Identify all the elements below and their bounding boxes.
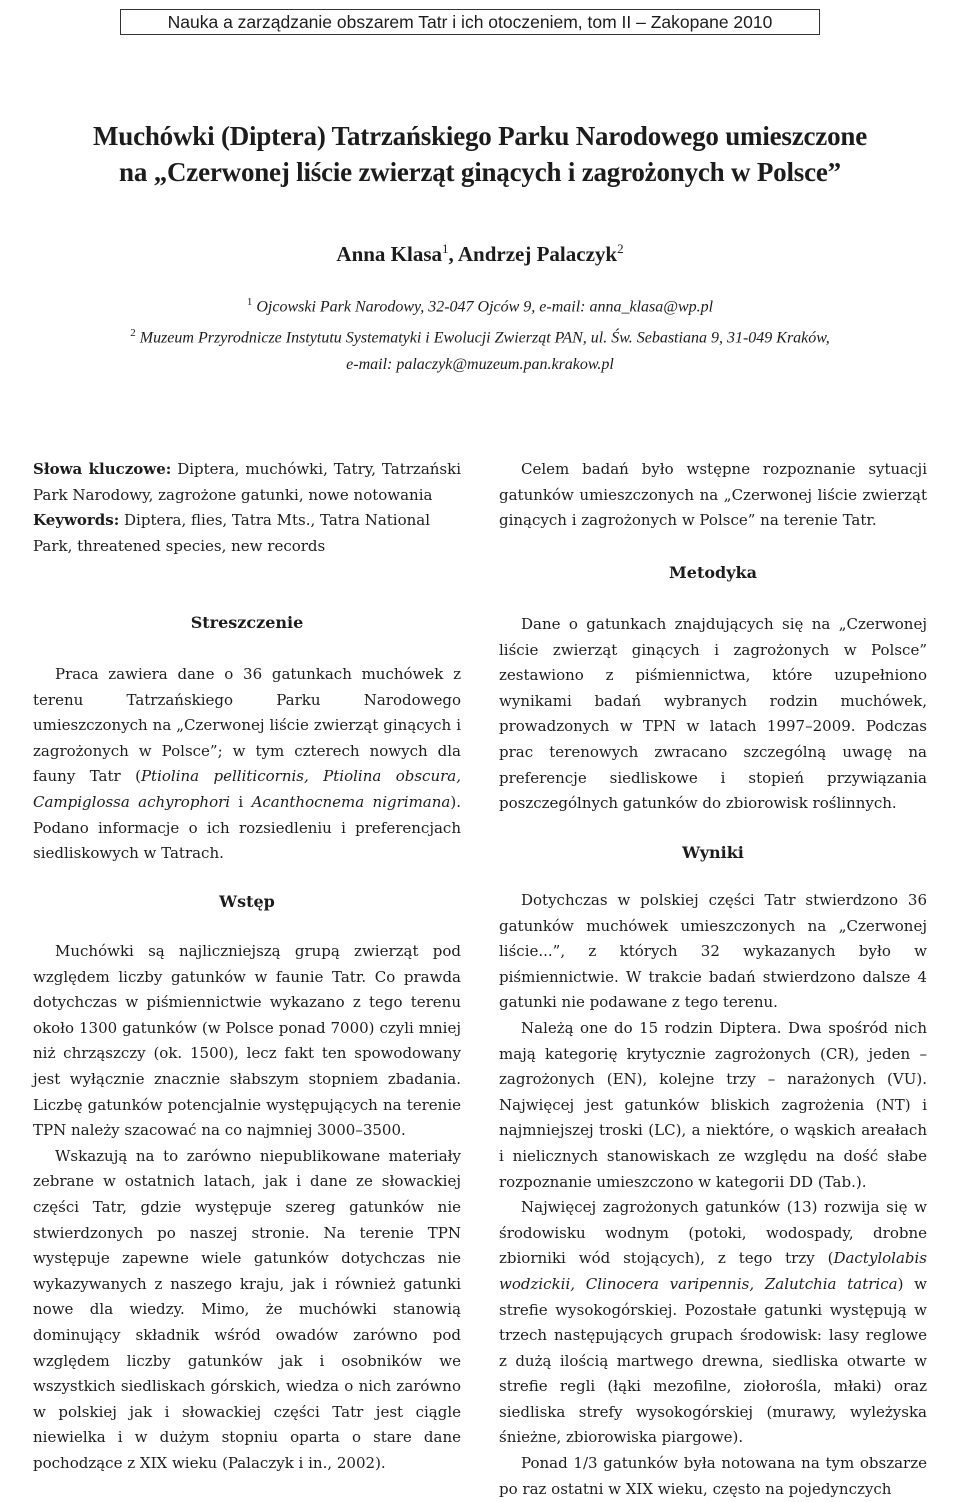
methods-body: [499, 612, 927, 817]
keywords-pl-text: Diptera, muchówki, Tatry, Tatrzański Park Narodowy, zagrożone gatunki, nowe notowania: [33, 460, 462, 504]
affiliation-1-sup: 1: [246, 296, 253, 308]
abstract-text-b: i: [230, 792, 252, 811]
affiliations: [0, 289, 960, 378]
author-1-sup: 1: [442, 241, 449, 256]
authors: [0, 236, 960, 267]
author-separator: ,: [448, 242, 458, 266]
abstract-species: Ptiolina pelliticornis, Ptiolina obscura, Campiglossa achyrophori: [33, 767, 462, 811]
title-line-2: na „Czerwonej liście zwierząt ginących i zagrożonych w Polsce”: [119, 157, 841, 187]
intro-section: [33, 889, 461, 915]
affiliation-1-text: Ojcowski Park Narodowy, 32-047 Ojców 9, e-mail: anna_klasa@wp.pl: [252, 298, 714, 316]
keywords-en: [33, 508, 461, 559]
results-paragraph-3b: ) w strefie wysokogórskiej. Pozostałe gatunki występują w trzech następujących grupach środowisk: lasy reglowe z dużą ilością martwego drewna, siedliska otwarte w strefie regli (łąki mezofilne, ziołorośla, młaki) oraz siedliska strefy wysokogórskiej (murawy, wyleżyska śnieżne, zbiorowiska piargowe).: [499, 1274, 927, 1447]
author-1: Anna Klasa: [336, 242, 443, 266]
intro-paragraph-2: Wskazują na to zarówno niepublikowane materiały zebrane w ostatnich latach, jak i dane ze słowackiej części Tatr, gdzie występuje szereg gatunków nie stwierdzonych po naszej stronie. Na terenie TPN występuje zapewne wiele gatunków dotychczas nie wykazywanych z naszego kraju, jak i również gatunki nowe dla wiedzy. Mimo, że muchówki stanowią dominujący składnik wśród owadów zarówno pod względem liczby gatunków jak i osobników we wszystkich siedliskach górskich, wiedza o nich zarówno w polskiej jak i słowackiej części Tatr jest ciągle niewielka i w dużym stopniu oparta o stare dane pochodzące z XIX wieku (Palaczyk i in., 2002).: [33, 1146, 461, 1472]
abstract-section: [33, 610, 461, 636]
journal-header: Nauka a zarządzanie obszarem Tatr i ich otoczeniem, tom II – Zakopane 2010: [120, 9, 820, 35]
affiliation-2: [0, 320, 960, 351]
intro-heading: Wstęp: [219, 892, 275, 911]
results-species: Dactylolabis wodzickii, Clinocera varipennis, Zalutchia tatrica: [499, 1249, 927, 1293]
abstract-species-2: Acanthocnema nigrimana: [251, 792, 451, 811]
methods-paragraph: Dane o gatunkach znajdujących się na „Czerwonej liście zwierząt ginących i zagrożonych w Polsce” zestawiono z piśmiennictwa, które uzupełniono wynikami badań wybranych rodzin muchówek, prowadzonych w TPN w latach 1997–2009. Podczas prac terenowych zwracano szczególną uwagę na preferencje siedliskowe i stopień przywiązania poszczególnych gatunków do zbiorowisk roślinnych.: [499, 615, 927, 813]
intro-body: [33, 939, 461, 1476]
keywords-en-text: Diptera, flies, Tatra Mts., Tatra National Park, threatened species, new records: [33, 511, 431, 555]
affiliation-1: [0, 289, 960, 320]
methods-heading: Metodyka: [669, 563, 757, 582]
keywords-pl: [33, 457, 461, 508]
affiliation-2-sup: 2: [130, 327, 136, 340]
author-2-sup: 2: [617, 241, 624, 256]
aim-paragraph: Celem badań było wstępne rozpoznanie sytuacji gatunków umieszczonych na „Czerwonej liście zwierząt ginących i zagrożonych w Polsce” na terenie Tatr.: [499, 460, 927, 530]
intro-paragraph-1: Muchówki są najliczniejszą grupą zwierząt pod względem liczby gatunków w faunie Tatr. Co prawda dotychczas w piśmiennictwie wykazano z tego terenu około 1300 gatunków (w Polsce ponad 7000) czyli mniej niż chrząszczy (ok. 1500), lecz fakt ten spowodowany jest wyłącznie znacznie słabszym stopniem zbadania. Liczbę gatunków potencjalnie występujących na terenie TPN należy szacować na co najmniej 3000–3500.: [33, 942, 461, 1140]
results-section: [499, 840, 927, 866]
abstract-text-c: ). Podano informacje o ich rozsiedleniu i preferencjach siedliskowych w Tatrach.: [33, 792, 461, 863]
affiliation-2-text: Muzeum Przyrodnicze Instytutu Systematyki i Ewolucji Zwierząt PAN, ul. Św. Sebastiana 9, 31-049 Kraków,: [135, 329, 830, 347]
results-paragraph-3: [499, 1195, 927, 1451]
title-line-1: Muchówki (Diptera) Tatrzańskiego Parku Narodowego umieszczone: [92, 121, 867, 151]
results-paragraph-4: Ponad 1/3 gatunków była notowana na tym obszarze po raz ostatni w XIX wieku, często na pojedynczych: [499, 1454, 927, 1498]
results-heading: Wyniki: [682, 843, 744, 862]
abstract-text: [33, 662, 461, 867]
abstract-text-a: Praca zawiera dane o 36 gatunkach muchówek z terenu Tatrzańskiego Parku Narodowego umieszczonych na „Czerwonej liście zwierząt ginących i zagrożonych w Polsce”; w tym czterech nowych dla fauny Tatr (: [33, 665, 461, 786]
abstract-heading: Streszczenie: [190, 613, 304, 632]
keywords-pl-label: Słowa kluczowe:: [33, 460, 172, 478]
affiliation-2-email: e-mail: palaczyk@muzeum.pan.krakow.pl: [346, 355, 614, 373]
author-2: Andrzej Palaczyk: [457, 242, 618, 266]
results-paragraph-3a: Najwięcej zagrożonych gatunków (13) rozwija się w środowisku wodnym (potoki, wodospady, drobne zbiorniki wód stojących), z tego trzy (: [499, 1198, 927, 1268]
abstract-body: [33, 662, 461, 867]
keywords-block: [33, 457, 461, 559]
article-title: [0, 118, 960, 190]
results-paragraph-2: Należą one do 15 rodzin Diptera. Dwa spośród nich mają kategorię krytycznie zagrożonych (CR), jeden – zagrożonych (EN), kolejne trzy – narażonych (VU). Najwięcej jest gatunków bliskich zagrożenia (NT) i najmniejszej troski (LC), a niektóre, o wąskich areałach i nielicznych stanowiskach ze względu na dość słabe rozpoznanie umieszczono w kategorii DD (Tab.).: [499, 1018, 927, 1191]
results-body: [499, 888, 927, 1502]
results-paragraph-1: Dotychczas w polskiej części Tatr stwierdzono 36 gatunków muchówek umieszczonych na „Czerwonej liście...”, z których 32 wykazanych było w piśmiennictwie. W trakcie badań stwierdzono dalsze 4 gatunki nie podawane z tego terenu.: [499, 891, 927, 1012]
aim-block: [499, 457, 927, 534]
methods-section: [499, 560, 927, 586]
keywords-en-label: Keywords:: [33, 511, 120, 530]
